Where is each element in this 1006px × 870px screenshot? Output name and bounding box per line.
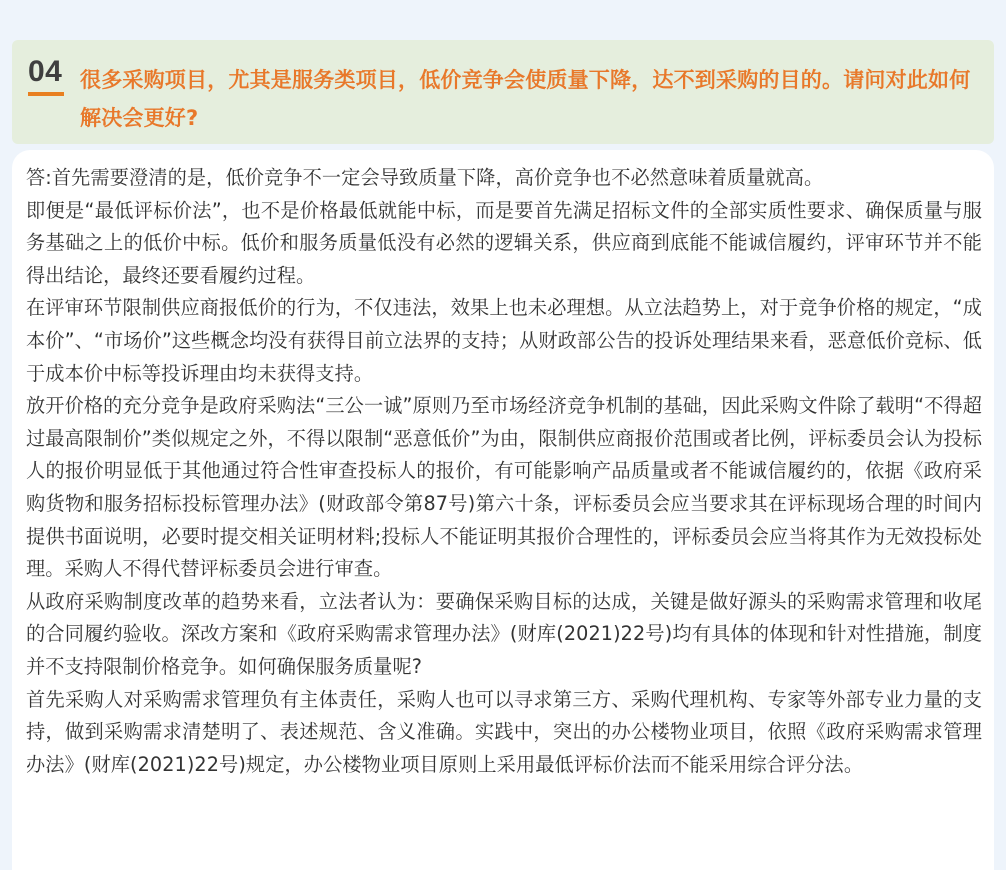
answer-paragraph-1: 答:首先需要澄清的是，低价竞争不一定会导致质量下降，高价竞争也不必然意味着质量就高。 xyxy=(26,166,824,189)
answer-card xyxy=(12,150,994,870)
answer-paragraph-5: 从政府采购制度改革的趋势来看，立法者认为：要确保采购目标的达成，关键是做好源头的采购需求管理和收尾的合同履约验收。深改方案和《政府采购需求管理办法》(财库(2021)22号)均有具体的体现和针对性措施，制度并不支持限制价格竞争。如何确保服务质量呢? xyxy=(26,589,982,678)
question-number-underline xyxy=(28,92,64,96)
question-card xyxy=(12,40,994,144)
answer-content xyxy=(26,162,982,781)
answer-paragraph-4: 放开价格的充分竞争是政府采购法“三公一诚”原则乃至市场经济竞争机制的基础，因此采购文件除了载明“不得超过最高限制价”类似规定之外，不得以限制“恶意低价”为由，限制供应商报价范围或者比例，评标委员会认为投标人的报价明显低于其他通过符合性审查投标人的报价，有可能影响产品质量或者不能诚信履约的，依据《政府采购货物和服务招标投标管理办法》(财政部令第87号)第六十条，评标委员会应当要求其在评标现场合理的时间内提供书面说明，必要时提交相关证明材料;投标人不能证明其报价合理性的，评标委员会应当将其作为无效投标处理。采购人不得代替评标委员会进行审查。 xyxy=(26,394,982,581)
question-number: 04 xyxy=(28,55,63,88)
answer-paragraph-6: 首先采购人对采购需求管理负有主体责任，采购人也可以寻求第三方、采购代理机构、专家等外部专业力量的支持，做到采购需求清楚明了、表述规范、含义准确。实践中，突出的办公楼物业项目，依照《政府采购需求管理办法》(财库(2021)22号)规定，办公楼物业项目原则上采用最低评标价法而不能采用综合评分法。 xyxy=(26,687,982,776)
answer-paragraph-3: 在评审环节限制供应商报低价的行为，不仅违法，效果上也未必理想。从立法趋势上，对于竞争价格的规定，“成本价”、“市场价”这些概念均没有获得目前立法界的支持；从财政部公告的投诉处理结果来看，恶意低价竞标、低于成本价中标等投诉理由均未获得支持。 xyxy=(26,296,982,385)
answer-paragraph-2: 即便是“最低评标价法”，也不是价格最低就能中标，而是要首先满足招标文件的全部实质性要求、确保质量与服务基础之上的低价中标。低价和服务质量低没有必然的逻辑关系，供应商到底能不能诚信履约，评审环节并不能得出结论，最终还要看履约过程。 xyxy=(26,198,982,287)
question-text: 很多采购项目，尤其是服务类项目，低价竞争会使质量下降，达不到采购的目的。请问对此如何解决会更好? xyxy=(80,68,971,130)
